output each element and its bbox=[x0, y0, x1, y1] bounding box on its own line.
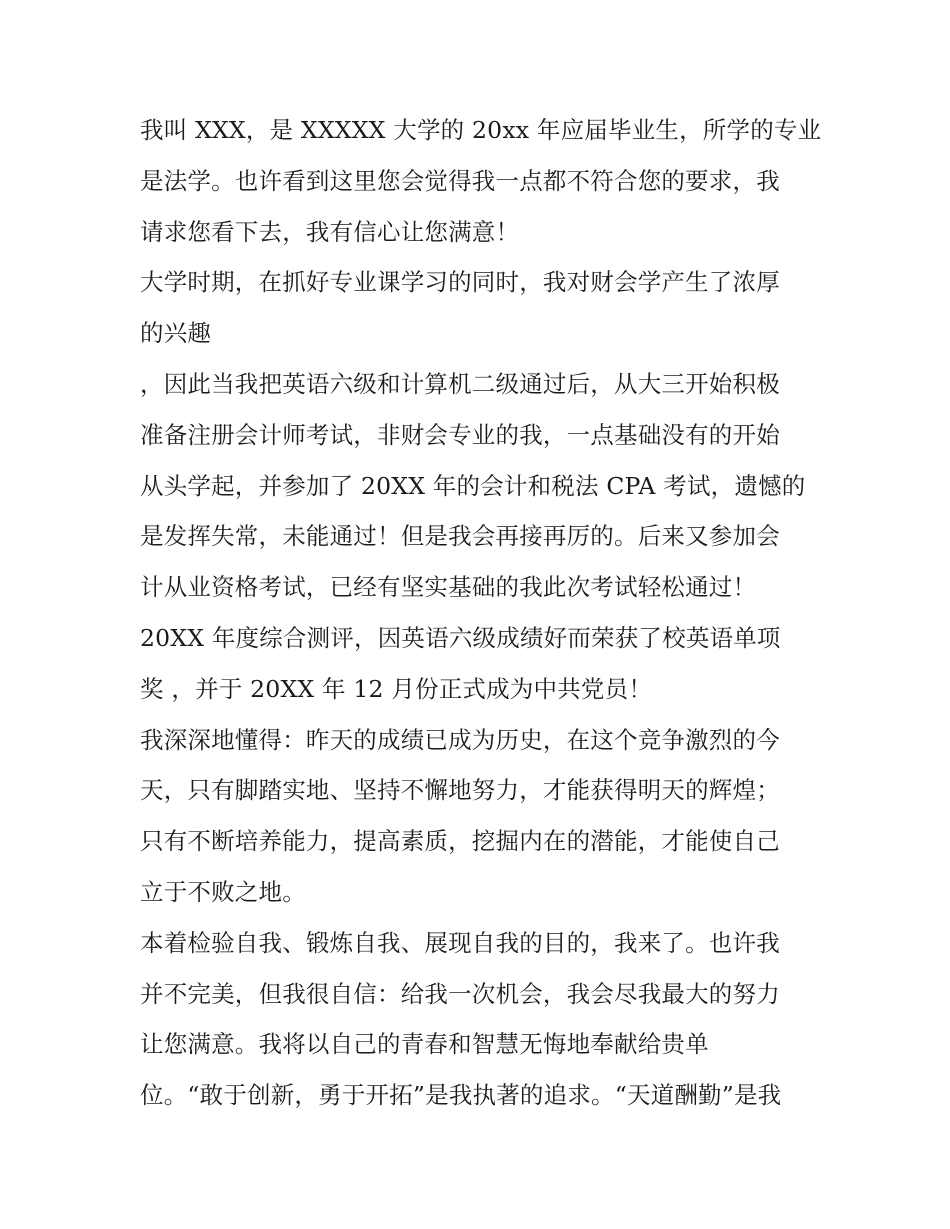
text-line: 的兴趣 bbox=[140, 319, 212, 348]
text-line: 我深深地懂得：昨天的成绩已成为历史，在这个竞争激烈的今 bbox=[140, 725, 780, 754]
text-line: 大学时期，在抓好专业课学习的同时，我对财会学产生了浓厚 bbox=[140, 268, 780, 297]
text-line: 立于不败之地。 bbox=[140, 877, 306, 906]
text-line: 请求您看下去，我有信心让您满意！ bbox=[140, 217, 520, 246]
text-line: 计从业资格考试，已经有坚实基础的我此次考试轻松通过！ bbox=[140, 573, 757, 602]
text-line: ，因此当我把英语六级和计算机二级通过后，从大三开始积极 bbox=[140, 369, 780, 398]
text-line: 只有不断培养能力，提高素质，挖掘内在的潜能，才能使自己 bbox=[140, 827, 780, 856]
text-line: 让您满意。我将以自己的青春和智慧无悔地奉献给贵单 bbox=[140, 1030, 709, 1059]
text-line: 是发挥失常，未能通过！但是我会再接再厉的。后来又参加会 bbox=[140, 522, 780, 551]
text-line: 从头学起，并参加了 20XX 年的会计和税法 CPA 考试，遗憾的 bbox=[140, 471, 806, 500]
text-line: 并不完美，但我很自信：给我一次机会，我会尽我最大的努力 bbox=[140, 979, 780, 1008]
text-line: 准备注册会计师考试，非财会专业的我，一点基础没有的开始 bbox=[140, 420, 780, 449]
text-line: 是法学。也许看到这里您会觉得我一点都不符合您的要求，我 bbox=[140, 166, 780, 195]
text-line: 20XX 年度综合测评，因英语六级成绩好而荣获了校英语单项 bbox=[140, 623, 781, 652]
text-line: 位。“敢于创新，勇于开拓”是我执著的追求。“天道酬勤”是我 bbox=[140, 1081, 782, 1110]
text-line: 本着检验自我、锻炼自我、展现自我的目的，我来了。也许我 bbox=[140, 928, 780, 957]
document-body bbox=[140, 105, 830, 1121]
text-line: 天，只有脚踏实地、坚持不懈地努力，才能获得明天的辉煌； bbox=[140, 776, 780, 805]
text-line: 奖 ，并于 20XX 年 12 月份正式成为中共党员！ bbox=[140, 674, 653, 703]
text-line: 我叫 XXX，是 XXXXX 大学的 20xx 年应届毕业生，所学的专业 bbox=[140, 116, 822, 144]
